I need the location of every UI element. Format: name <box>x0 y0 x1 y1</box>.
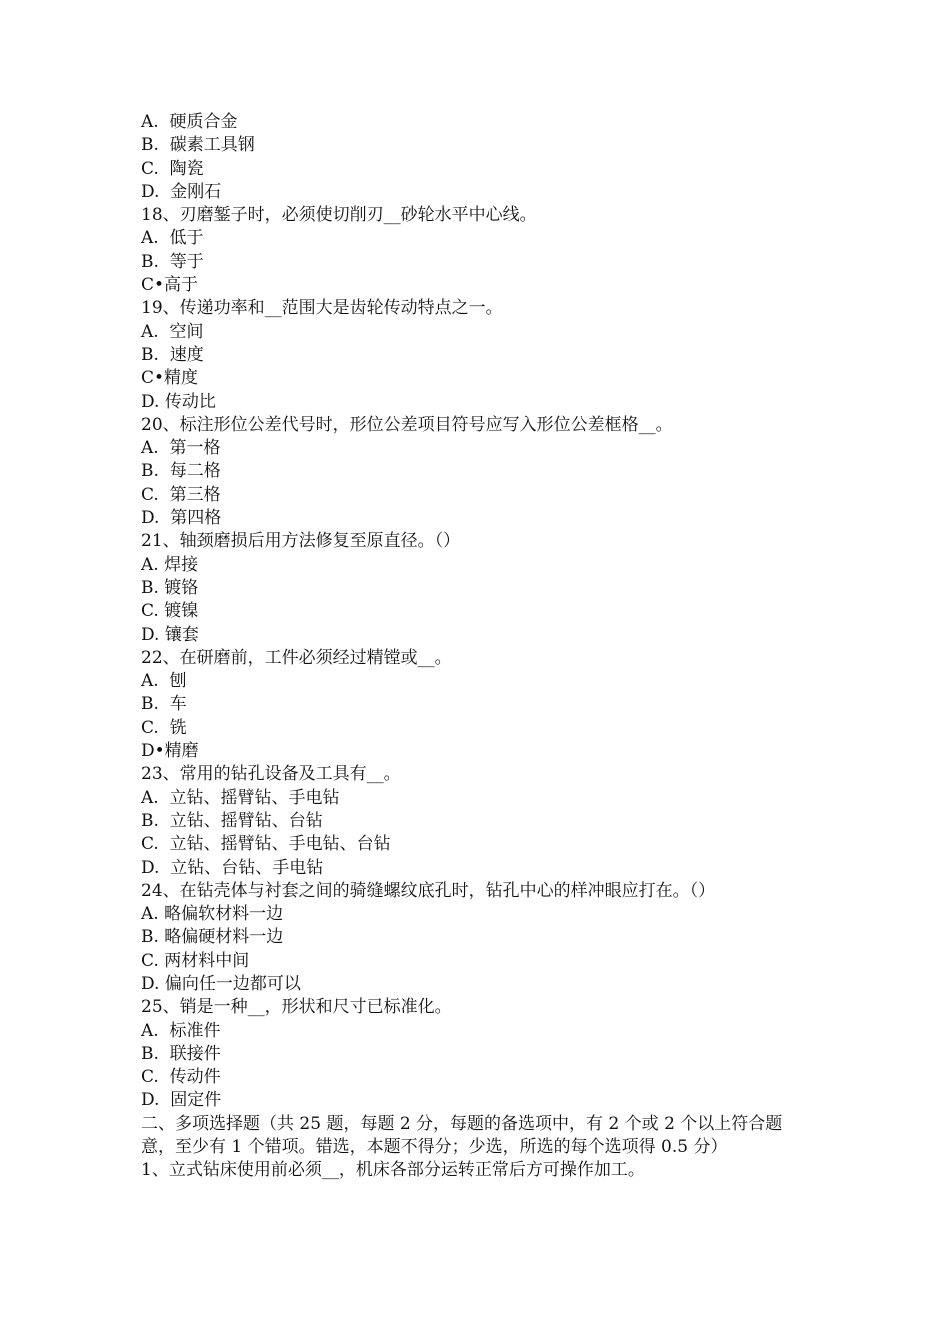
question-line: 19、传递功率和__范围大是齿轮传动特点之一。 <box>141 298 503 319</box>
option-line: D. 偏向任一边都可以 <box>141 973 301 994</box>
option-line: A. 立钻、摇臂钻、手电钻 <box>141 787 340 808</box>
option-line: B. 车 <box>141 694 187 715</box>
option-line: C. 立钻、摇臂钻、手电钻、台钻 <box>141 834 391 855</box>
option-line: D. 传动比 <box>141 391 216 412</box>
option-line: C. 陶瓷 <box>141 158 204 179</box>
question-line: 1、立式钻床使用前必须__，机床各部分运转正常后方可操作加工。 <box>141 1160 645 1181</box>
option-line: D. 固定件 <box>141 1090 222 1111</box>
option-line: D. 镶套 <box>141 624 199 645</box>
question-line: 25、销是一种__，形状和尺寸已标准化。 <box>141 997 452 1018</box>
document-page <box>141 111 801 1183</box>
option-line: C•高于 <box>141 275 199 296</box>
option-line: D. 金刚石 <box>141 181 222 202</box>
option-line: D. 第四格 <box>141 508 222 529</box>
option-line: A. 焊接 <box>141 554 199 575</box>
question-line: 20、标注形位公差代号时，形位公差项目符号应写入形位公差框格__。 <box>141 414 673 435</box>
option-line: B. 联接件 <box>141 1043 221 1064</box>
option-line: A. 低于 <box>141 228 204 249</box>
option-line: C. 铣 <box>141 717 187 738</box>
option-line: C. 镀镍 <box>141 601 199 622</box>
question-line: 18、刃磨錾子时，必须使切削刃__砂轮水平中心线。 <box>141 205 537 226</box>
option-line: B. 略偏硬材料一边 <box>141 927 284 948</box>
question-line: 21、轴颈磨损后用方法修复至原直径。（） <box>141 531 461 552</box>
option-line: C. 传动件 <box>141 1067 221 1088</box>
option-line: A. 硬质合金 <box>141 112 238 132</box>
option-line: B. 镀铬 <box>141 577 199 598</box>
option-line: A. 标准件 <box>141 1020 221 1041</box>
option-line: A. 空间 <box>141 321 204 342</box>
option-line: C. 第三格 <box>141 484 221 505</box>
option-line: D•精磨 <box>141 741 199 762</box>
question-line: 24、在钻壳体与衬套之间的骑缝螺纹底孔时，钻孔中心的样冲眼应打在。（） <box>141 880 716 901</box>
question-line: 22、在研磨前，工件必须经过精镗或__。 <box>141 647 452 668</box>
option-line: A. 刨 <box>141 671 187 692</box>
option-line: B. 每二格 <box>141 461 221 482</box>
question-line: 23、常用的钻孔设备及工具有__。 <box>141 764 401 785</box>
option-line: B. 碳素工具钢 <box>141 135 255 156</box>
option-line: A. 略偏软材料一边 <box>141 904 284 925</box>
option-line: B. 等于 <box>141 251 204 272</box>
option-line: C•精度 <box>141 368 199 389</box>
option-line: B. 速度 <box>141 344 204 365</box>
option-line: C. 两材料中间 <box>141 950 250 971</box>
option-line: D. 立钻、台钻、手电钻 <box>141 857 324 878</box>
option-line: B. 立钻、摇臂钻、台钻 <box>141 810 323 831</box>
option-line: A. 第一格 <box>141 438 221 459</box>
section-heading: 二、多项选择题（共 25 题，每题 2 分，每题的备选项中，有 2 个或 2 个以上符合题意，至少有 1 个错项。错选，本题不得分；少选，所选的每个选项得 0.5 分） <box>141 1113 783 1158</box>
